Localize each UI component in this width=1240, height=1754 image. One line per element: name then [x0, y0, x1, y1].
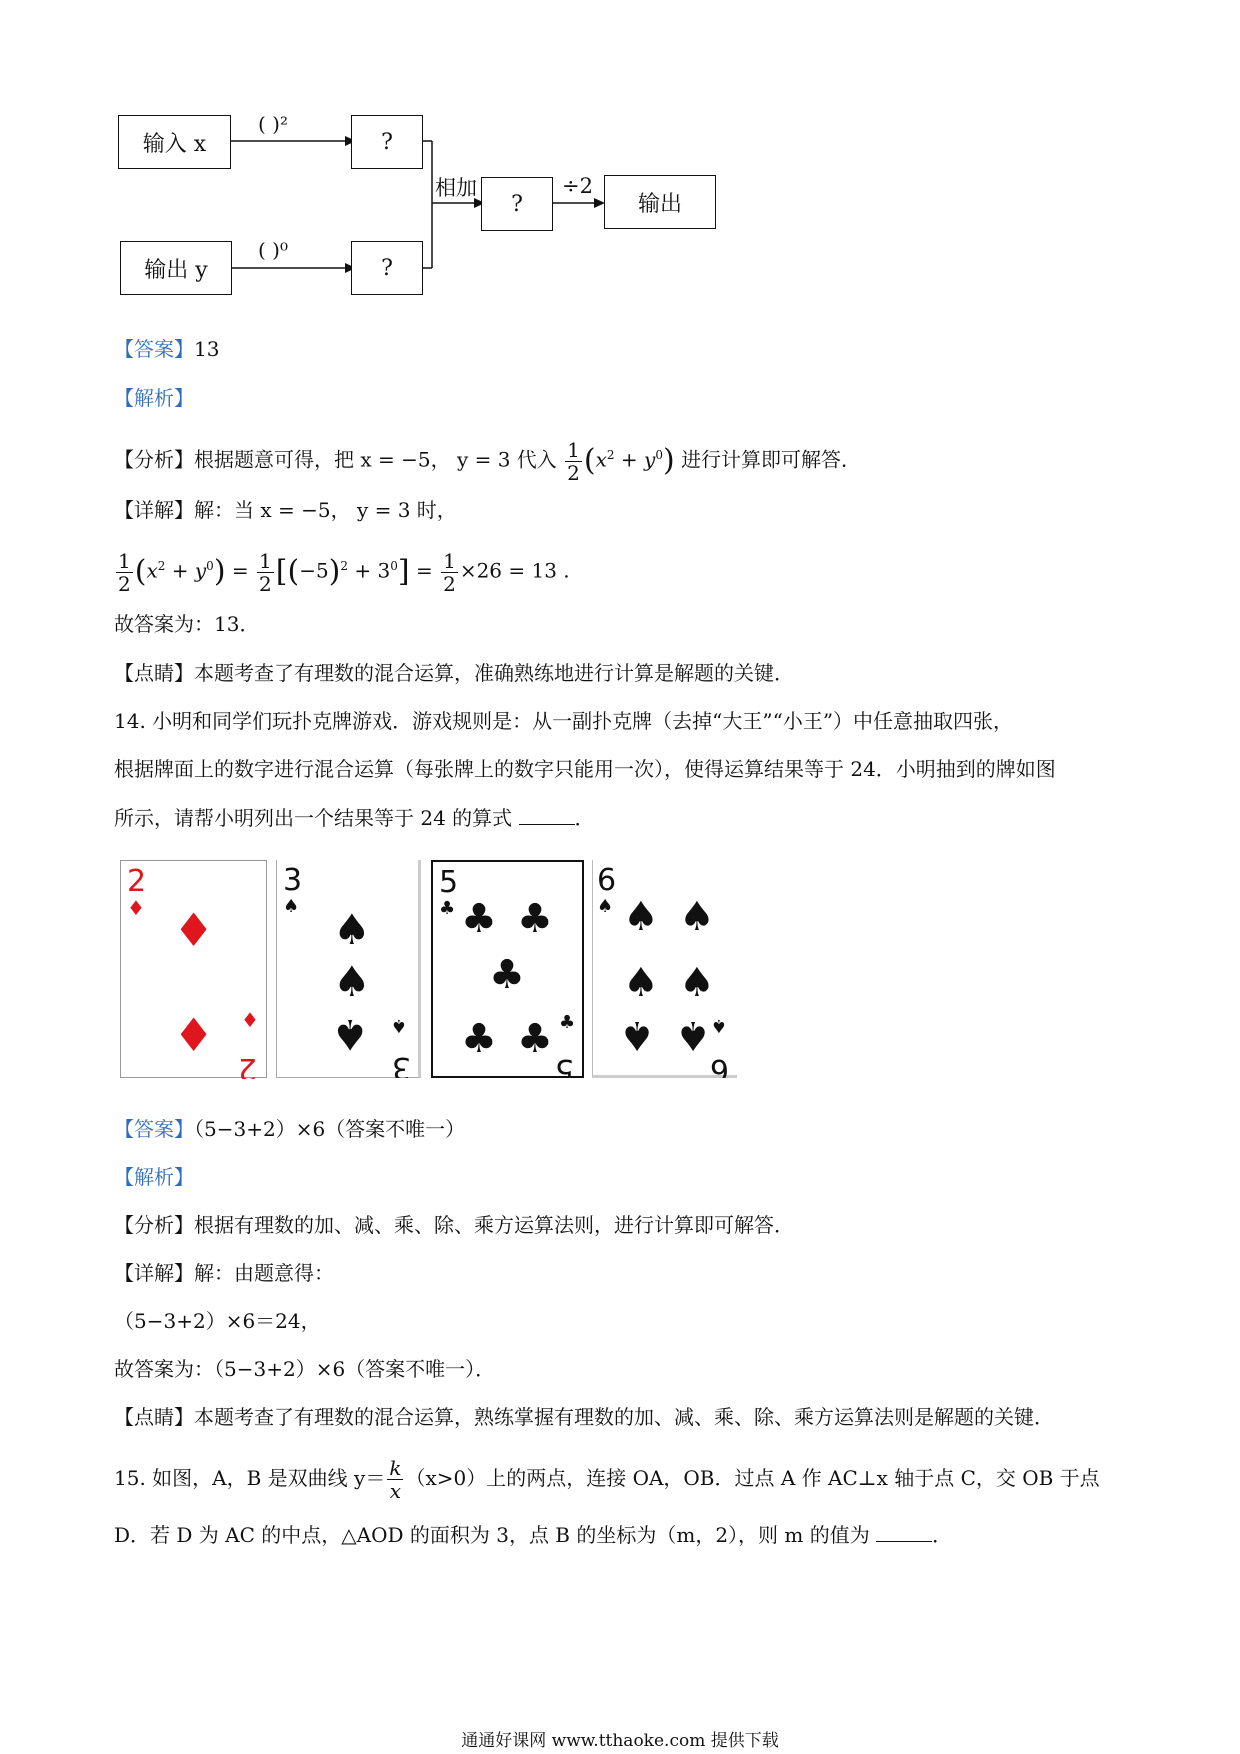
- spade-icon: ♠: [333, 905, 371, 954]
- club-icon: ♣: [461, 896, 497, 942]
- card-rank: 3: [283, 863, 303, 898]
- q13-dianjing-line: [114, 661, 794, 685]
- club-icon: ♣: [517, 1016, 553, 1062]
- answer-value: （5−3+2）×6（答案不唯一）: [194, 1117, 466, 1141]
- spade-icon: ♠: [283, 896, 300, 917]
- answer-blank: [519, 806, 575, 825]
- club-icon: ♣: [489, 952, 525, 998]
- page-footer: 通通好课网 www.tthaoke.com 提供下载: [461, 1731, 779, 1751]
- dianjing-tag: 【点睛】: [114, 661, 194, 685]
- spade-icon: ♠: [390, 1015, 407, 1036]
- result-box-3: [481, 177, 553, 231]
- card-rank-rotated: 6: [709, 1052, 729, 1078]
- q14-line-3-end: ．: [574, 806, 595, 830]
- q14-analysis-tag: 【解析】: [114, 1165, 194, 1189]
- card-2-diamonds: [120, 860, 267, 1078]
- input-x-box: [118, 115, 231, 169]
- diamond-card-face: [121, 861, 268, 1079]
- spade-icon: ♠: [675, 1012, 711, 1058]
- q14-xiangjie-line: [114, 1261, 334, 1285]
- spade-icon: ♠: [679, 960, 715, 1006]
- fenxi-text-a: 根据题意可得，把 x = −5， y = 3 代入: [194, 447, 557, 472]
- card-3-spades: [276, 860, 421, 1078]
- spade-icon: ♠: [679, 894, 715, 940]
- spade-icon: ♠: [597, 896, 614, 917]
- diamond-icon: ♦: [241, 1008, 259, 1032]
- club-icon: ♣: [517, 896, 553, 942]
- question-mark-1: ?: [381, 129, 393, 155]
- q14-answer-line: [114, 1117, 465, 1141]
- add-label: 相加: [435, 176, 477, 200]
- xiangjie-tag: 【详解】: [114, 498, 194, 522]
- card-rank: 6: [597, 863, 617, 898]
- card-rank: 2: [127, 864, 147, 899]
- spade-icon: ♠: [333, 957, 371, 1006]
- club-icon: ♣: [461, 1016, 497, 1062]
- spade-card-face: [593, 860, 738, 1078]
- q13-xiangjie-line: [114, 498, 457, 522]
- answer-tag: 【答案】: [114, 337, 194, 361]
- result-box-2: [351, 241, 423, 295]
- dianjing-text: 本题考查了有理数的混合运算，熟练掌握有理数的加、减、乘、除、乘方运算法则是解题的关键．: [194, 1405, 1054, 1429]
- card-rank-rotated: 3: [391, 1050, 411, 1078]
- half-fraction: $\frac{1}{2}$: [567, 437, 580, 485]
- q14-line-3: [114, 806, 595, 830]
- club-icon: ♣: [439, 898, 456, 919]
- xiangjie-text: 解：当 x = −5， y = 3 时，: [194, 498, 457, 522]
- q15-line-1: [114, 1450, 1100, 1506]
- spade-icon: ♠: [623, 894, 659, 940]
- q15-text-a: 15. 如图，A，B 是双曲线 y＝: [114, 1466, 386, 1490]
- question-mark-2: ?: [381, 255, 393, 281]
- answer-blank: [876, 1523, 932, 1542]
- fenxi-tag: 【分析】: [114, 447, 194, 472]
- zero-power-operation-label: ( )⁰: [258, 238, 288, 262]
- k-over-x-fraction: [387, 1457, 403, 1502]
- card-rank-rotated: 5: [554, 1052, 574, 1076]
- output-label: 输出: [637, 191, 682, 217]
- q15-text-b: （x>0）上的两点，连接 OA，OB．过点 A 作 AC⊥x 轴于点 C，交 OB 于点: [405, 1466, 1100, 1490]
- q13-fenxi-line: 【分析】根据题意可得，把 x = −5， y = 3 代入 $\frac{1}{2}$ $(x^2 + y^0)$ 进行计算即可解答．: [114, 437, 862, 485]
- diamond-icon: ♦: [127, 896, 145, 920]
- q13-analysis-tag: 【解析】: [114, 386, 194, 410]
- xiangjie-tag: 【详解】: [114, 1261, 194, 1285]
- answer-value: 13: [194, 337, 220, 361]
- fenxi-text: 根据有理数的加、减、乘、除、乘方运算法则，进行计算即可解答．: [194, 1213, 794, 1237]
- equation-result: ×26 = 13 .: [459, 558, 570, 583]
- q15-line-2-text: D．若 D 为 AC 的中点，△AOD 的面积为 3，点 B 的坐标为（m，2），则 m 的值为: [114, 1523, 870, 1547]
- spade-icon: ♠: [623, 960, 659, 1006]
- fenxi-tag: 【分析】: [114, 1213, 194, 1237]
- spade-card-face: [277, 860, 422, 1078]
- fenxi-text-b: 进行计算即可解答．: [681, 447, 862, 472]
- card-5-clubs: [431, 860, 584, 1078]
- q14-line-3-text: 所示，请帮小明列出一个结果等于 24 的算式: [114, 806, 513, 830]
- question-mark-3: ?: [511, 191, 523, 217]
- card-rank-rotated: 2: [237, 1051, 257, 1079]
- q14-dianjing-line: [114, 1405, 1054, 1429]
- result-box-1: [351, 115, 423, 169]
- q15-line-2-end: ．: [932, 1523, 953, 1547]
- q14-fenxi-line: [114, 1213, 794, 1237]
- frac-denominator: x: [389, 1479, 402, 1503]
- answer-tag: 【答案】: [114, 1117, 194, 1141]
- q15-line-2: [114, 1523, 952, 1547]
- output-box: [604, 175, 716, 229]
- spade-icon: ♠: [331, 1010, 369, 1059]
- dianjing-tag: 【点睛】: [114, 1405, 194, 1429]
- output-y-label: 输出 y: [144, 257, 208, 283]
- card-rank: 5: [439, 865, 459, 900]
- diamond-icon: ♦: [173, 1008, 215, 1062]
- club-card-face: [433, 862, 584, 1076]
- q14-line-2: 根据牌面上的数字进行混合运算（每张牌上的数字只能用一次），使得运算结果等于 24．小明抽到的牌如图: [114, 757, 1056, 781]
- q13-answer-line: [114, 337, 219, 361]
- frac-numerator: k: [389, 1456, 402, 1480]
- q13-equation: $\frac{1}{2}$ $(x^2 + y^0)$ = $\frac{1}{2}$ $[(-5)^2 + 3^0]$ = $\frac{1}{2}$ ×26 = 13 .: [118, 548, 570, 596]
- dianjing-text: 本题考查了有理数的混合运算，准确熟练地进行计算是解题的关键．: [194, 661, 794, 685]
- input-x-label: 输入 x: [142, 131, 207, 157]
- q13-final: 故答案为：13．: [114, 612, 260, 636]
- divide-by-two-label: ÷2: [562, 174, 593, 198]
- square-operation-label: ( )²: [258, 112, 288, 136]
- club-icon: ♣: [559, 1012, 576, 1033]
- q14-line-1: 14. 小明和同学们玩扑克牌游戏．游戏规则是：从一副扑克牌（去掉“大王”“小王”）中任意抽取四张，: [114, 709, 1014, 733]
- spade-icon: ♠: [619, 1012, 655, 1058]
- q14-calc: （5−3+2）×6＝24，: [114, 1309, 321, 1333]
- output-y-box: [120, 241, 232, 295]
- q14-final: 故答案为：（5−3+2）×6（答案不唯一）．: [114, 1357, 496, 1381]
- spade-icon: ♠: [710, 1015, 727, 1036]
- xiangjie-text: 解：由题意得：: [194, 1261, 334, 1285]
- card-6-spades: [592, 860, 737, 1078]
- diamond-icon: ♦: [173, 903, 215, 957]
